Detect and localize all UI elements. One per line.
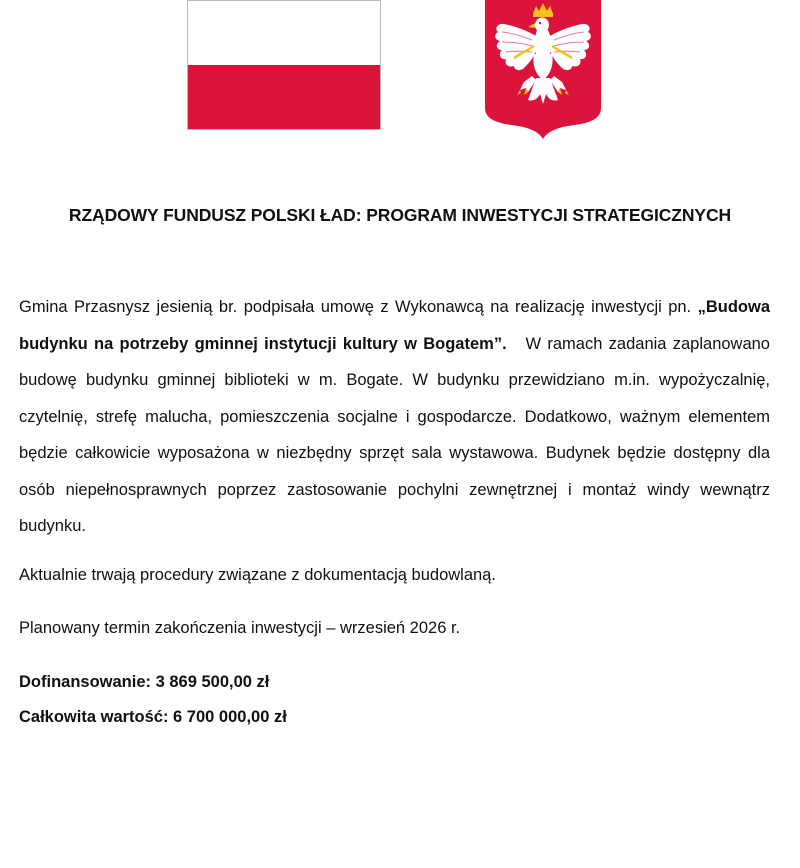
white-eagle-coat-of-arms-icon (484, 0, 602, 140)
project-name: „Budowa budynku na potrzeby gminnej instytucji kultury w Bogatem”. (19, 298, 770, 353)
deadline-paragraph: Planowany termin zakończenia inwestycji – wrzesień 2026 r. (19, 619, 461, 637)
flag-white-stripe (188, 1, 380, 65)
project-description: W ramach zadania zaplanowano budowę budynku gminnej biblioteki w m. Bogate. W budynku przewidziano m.in. wypożyczalnię, czytelnię, strefę malucha, pomieszczenia socjalne i gospodarcze. Dodatkowo, ważnym elementem będzie całkowicie wyposażona w niezbędny sprzęt sala wystawowa. Budynek będzie dostępny dla osób niepełnosprawnych poprzez zastosowanie pochylni zewnętrznej i montaż windy wewnątrz budynku. (19, 334, 770, 535)
total-value-amount: Całkowita wartość: 6 700 000,00 zł (19, 708, 287, 726)
flag-red-stripe (188, 65, 380, 129)
status-paragraph: Aktualnie trwają procedury związane z dokumentacją budowlaną. (19, 566, 496, 584)
poland-flag-icon (187, 0, 381, 130)
intro-paragraph (19, 289, 770, 545)
intro-lead: Gmina Przasnysz jesienią br. podpisała umowę z Wykonawcą na realizację inwestycji pn. (19, 298, 692, 316)
funding-amount: Dofinansowanie: 3 869 500,00 zł (19, 673, 270, 691)
page-title: RZĄDOWY FUNDUSZ POLSKI ŁAD: PROGRAM INWESTYCJI STRATEGICZNYCH (68, 205, 732, 225)
